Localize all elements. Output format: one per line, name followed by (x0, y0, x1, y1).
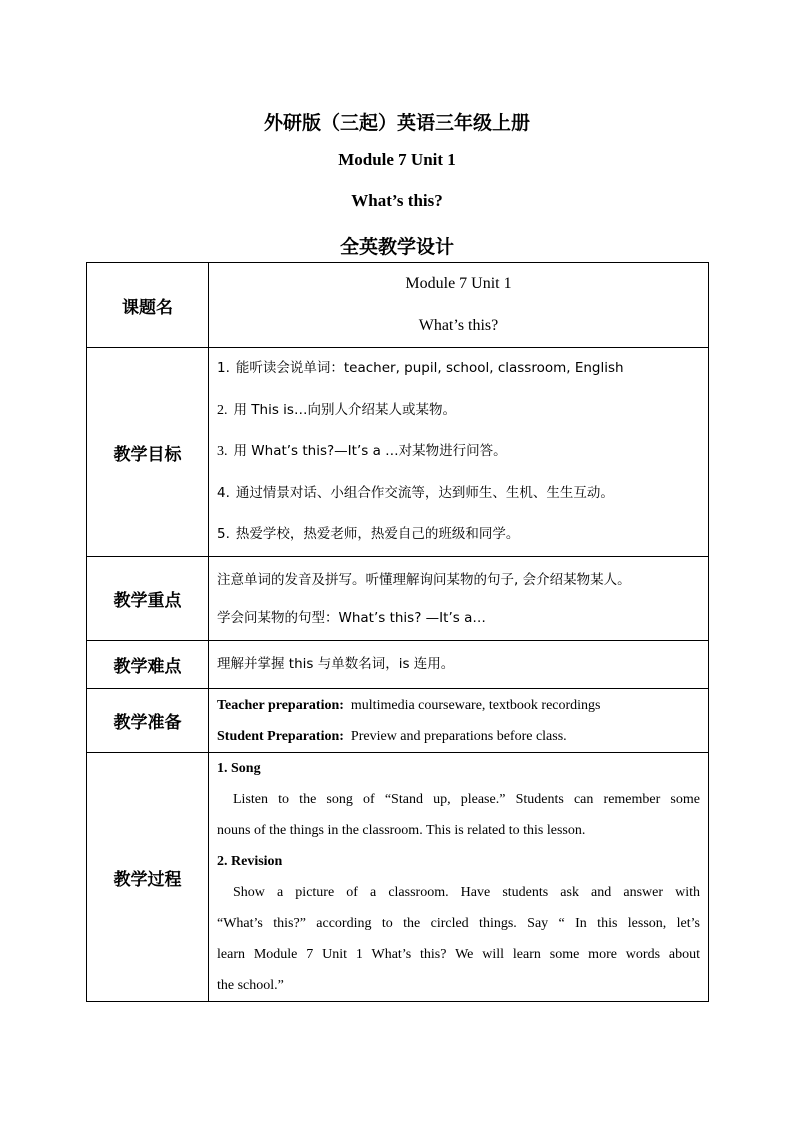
song-text-line: Listen to the song of “Stand up, please.” Students can remember some (233, 792, 700, 807)
teacher-preparation-text: multimedia courseware, textbook recordings (350, 697, 601, 713)
preparation-label: 教学准备 (87, 689, 209, 753)
student-preparation-text: Preview and preparations before class. (350, 728, 567, 744)
topic-line-2: What’s this? (418, 317, 499, 334)
student-preparation-line (217, 721, 700, 752)
difficulties-label: 教学难点 (87, 641, 209, 689)
topic-line-1: Module 7 Unit 1 (405, 275, 512, 292)
objective-item: 1. 能听读会说单词：teacher, pupil, school, classroom, English (217, 360, 624, 377)
document-subtitle: 全英教学设计 (339, 236, 454, 258)
preparation-content (209, 689, 709, 753)
song-heading: 1. Song (217, 761, 261, 776)
module-heading: Module 7 Unit 1 (338, 150, 456, 169)
objectives-label: 教学目标 (87, 348, 209, 557)
objective-item: 5. 热爱学校，热爱老师，热爱自己的班级和同学。 (217, 526, 520, 543)
revision-heading: 2. Revision (217, 854, 283, 869)
revision-text-line: the school.” (217, 978, 284, 993)
key-point-line-1: 注意单词的发音及拼写。听懂理解询问某物的句子, 会介绍某物某人。 (217, 571, 631, 588)
process-content (209, 753, 709, 1002)
key-points-content (209, 557, 709, 641)
key-points-row (87, 557, 709, 641)
topic-row (87, 263, 709, 348)
preparation-row (87, 689, 709, 753)
difficulties-content (209, 641, 709, 689)
difficulties-row (87, 641, 709, 689)
revision-text-line: Show a picture of a classroom. Have students ask and answer with (233, 885, 700, 900)
revision-text-line: “What’s this?” according to the circled things. Say “ In this lesson, let’s (217, 916, 700, 931)
lesson-plan-table (86, 262, 709, 1002)
objective-item: 2. 用 This is…向别人介绍某人或某物。 (217, 401, 456, 418)
topic-label: 课题名 (87, 263, 209, 348)
document-title: 外研版（三起）英语三年级上册 (263, 112, 530, 134)
objective-item: 3. 用 What’s this?—It’s a …对某物进行问答。 (217, 443, 507, 460)
process-row (87, 753, 709, 1002)
student-preparation-label: Student Preparation: (217, 728, 344, 744)
key-point-line-2: 学会问某物的句型：What’s this? —It’s a… (217, 609, 486, 626)
revision-text-line: learn Module 7 Unit 1 What’s this? We will learn some more words about (217, 947, 700, 962)
song-text-line: nouns of the things in the classroom. This is related to this lesson. (217, 823, 586, 838)
process-label: 教学过程 (87, 753, 209, 1002)
lesson-heading: What’s this? (351, 191, 443, 210)
teacher-preparation-line (217, 690, 700, 721)
topic-content (209, 263, 709, 348)
objectives-row (87, 348, 709, 557)
key-points-label: 教学重点 (87, 557, 209, 641)
difficulty-line: 理解并掌握 this 与单数名词，is 连用。 (217, 656, 455, 672)
objectives-content (209, 348, 709, 557)
objective-item: 4. 通过情景对话、小组合作交流等，达到师生、生机、生生互动。 (217, 484, 614, 501)
teacher-preparation-label: Teacher preparation: (217, 697, 344, 713)
